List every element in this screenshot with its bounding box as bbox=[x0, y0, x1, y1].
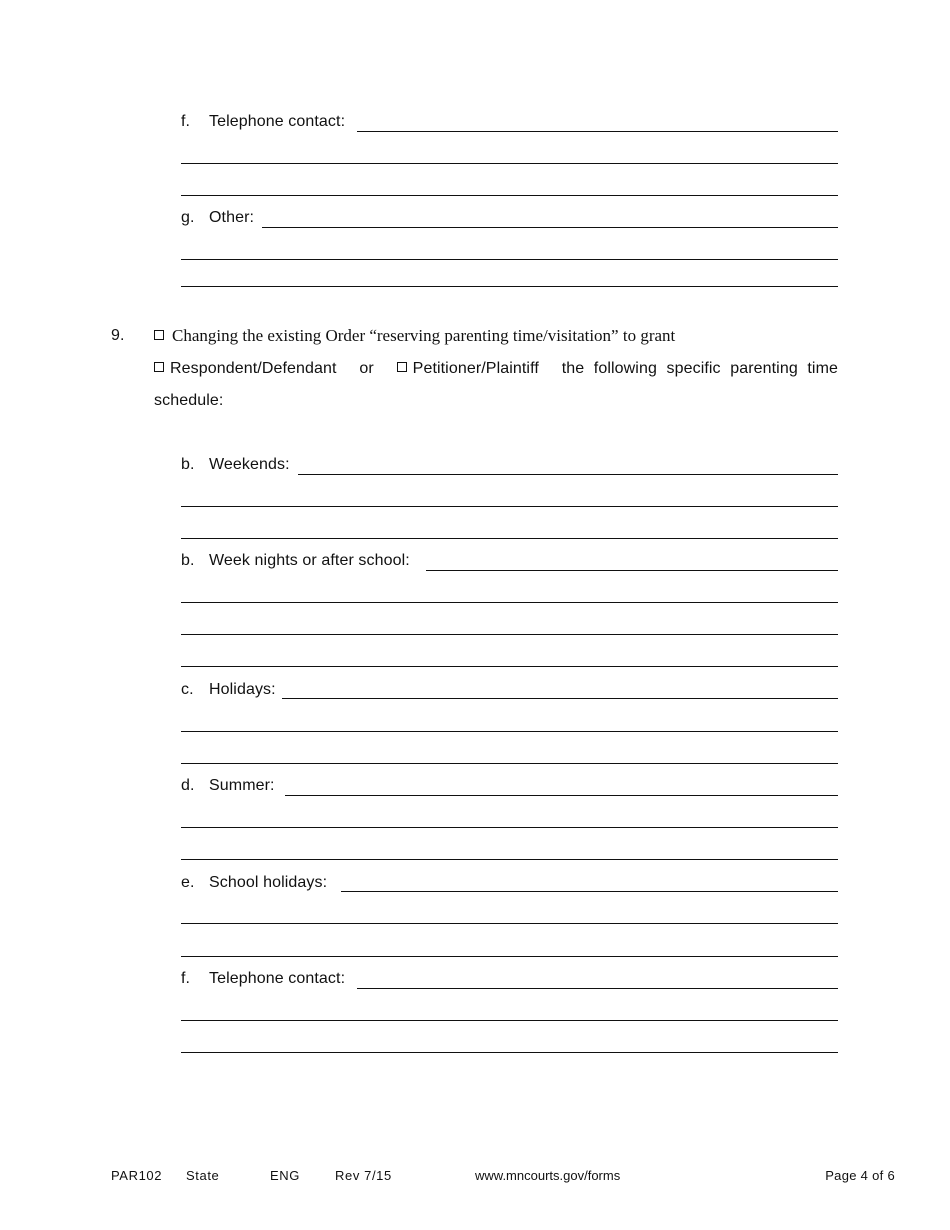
footer-url[interactable]: www.mncourts.gov/forms bbox=[475, 1168, 621, 1183]
item-9-summer-input-line-3[interactable] bbox=[181, 859, 838, 860]
item-8f-input-line-1[interactable] bbox=[357, 131, 838, 132]
petitioner-label: Petitioner/Plaintiff bbox=[412, 360, 539, 377]
item-8f-letter: f. bbox=[181, 113, 191, 130]
section-9-party-line bbox=[154, 359, 838, 379]
section-9-intro-text: Changing the existing Order “reserving parenting time/visitation” to grant bbox=[172, 326, 676, 345]
item-9-weeknights-letter: b. bbox=[181, 552, 195, 569]
item-8g-letter: g. bbox=[181, 209, 195, 226]
respondent-label: Respondent/Defendant bbox=[170, 360, 337, 377]
petitioner-option bbox=[397, 359, 539, 379]
item-9-summer-input-line-2[interactable] bbox=[181, 827, 838, 828]
item-9-telephone-input-line-2[interactable] bbox=[181, 1020, 838, 1021]
item-9-holidays-input-line-3[interactable] bbox=[181, 763, 838, 764]
item-9-telephone-letter: f. bbox=[181, 970, 191, 987]
item-8g-input-line-2[interactable] bbox=[181, 259, 838, 260]
footer-jurisdiction: State bbox=[186, 1168, 220, 1183]
item-9-school-holidays-input-line-2[interactable] bbox=[181, 923, 838, 924]
footer-form-id: PAR102 bbox=[111, 1168, 163, 1183]
item-9-weekends-input-line-1[interactable] bbox=[298, 474, 838, 475]
footer-language: ENG bbox=[270, 1168, 300, 1183]
item-8f-input-line-2[interactable] bbox=[181, 163, 838, 164]
footer-revision: Rev 7/15 bbox=[335, 1168, 392, 1183]
item-9-summer-letter: d. bbox=[181, 777, 195, 794]
item-8f-input-line-3[interactable] bbox=[181, 195, 838, 196]
item-9-summer-label: Summer: bbox=[209, 777, 275, 794]
item-9-summer-input-line-1[interactable] bbox=[285, 795, 838, 796]
footer-page-number: Page 4 of 6 bbox=[825, 1168, 895, 1183]
respondent-checkbox[interactable] bbox=[154, 362, 164, 372]
item-9-weeknights-input-line-2[interactable] bbox=[181, 602, 838, 603]
or-text: or bbox=[359, 360, 374, 377]
item-9-holidays-input-line-2[interactable] bbox=[181, 731, 838, 732]
section-9-intro bbox=[154, 325, 675, 347]
item-9-holidays-letter: c. bbox=[181, 681, 194, 698]
item-9-weeknights-label: Week nights or after school: bbox=[209, 552, 410, 569]
item-9-weekends-input-line-2[interactable] bbox=[181, 506, 838, 507]
item-9-weekends-input-line-3[interactable] bbox=[181, 538, 838, 539]
section-9-number: 9. bbox=[111, 327, 125, 344]
item-9-weeknights-input-line-3[interactable] bbox=[181, 634, 838, 635]
item-9-school-holidays-input-line-3[interactable] bbox=[181, 956, 838, 957]
item-9-school-holidays-input-line-1[interactable] bbox=[341, 891, 838, 892]
item-9-telephone-input-line-3[interactable] bbox=[181, 1052, 838, 1053]
item-9-school-holidays-label: School holidays: bbox=[209, 874, 328, 891]
change-order-checkbox[interactable] bbox=[154, 330, 164, 340]
respondent-option bbox=[154, 359, 337, 379]
petitioner-checkbox[interactable] bbox=[397, 362, 407, 372]
item-8f-label: Telephone contact: bbox=[209, 113, 346, 130]
item-9-weekends-label: Weekends: bbox=[209, 456, 290, 473]
item-8g-input-line-1[interactable] bbox=[262, 227, 838, 228]
item-9-weeknights-input-line-4[interactable] bbox=[181, 666, 838, 667]
item-9-weeknights-input-line-1[interactable] bbox=[426, 570, 838, 571]
item-9-holidays-input-line-1[interactable] bbox=[282, 698, 838, 699]
item-9-telephone-input-line-1[interactable] bbox=[357, 988, 838, 989]
section-9-continuation: schedule: bbox=[154, 392, 224, 409]
item-8g-input-line-3[interactable] bbox=[181, 286, 838, 287]
rest-text: the following specific parenting time bbox=[561, 360, 838, 377]
item-9-telephone-label: Telephone contact: bbox=[209, 970, 346, 987]
item-9-holidays-label: Holidays: bbox=[209, 681, 276, 698]
item-9-school-holidays-letter: e. bbox=[181, 874, 195, 891]
item-9-weekends-letter: b. bbox=[181, 456, 195, 473]
item-8g-label: Other: bbox=[209, 209, 255, 226]
